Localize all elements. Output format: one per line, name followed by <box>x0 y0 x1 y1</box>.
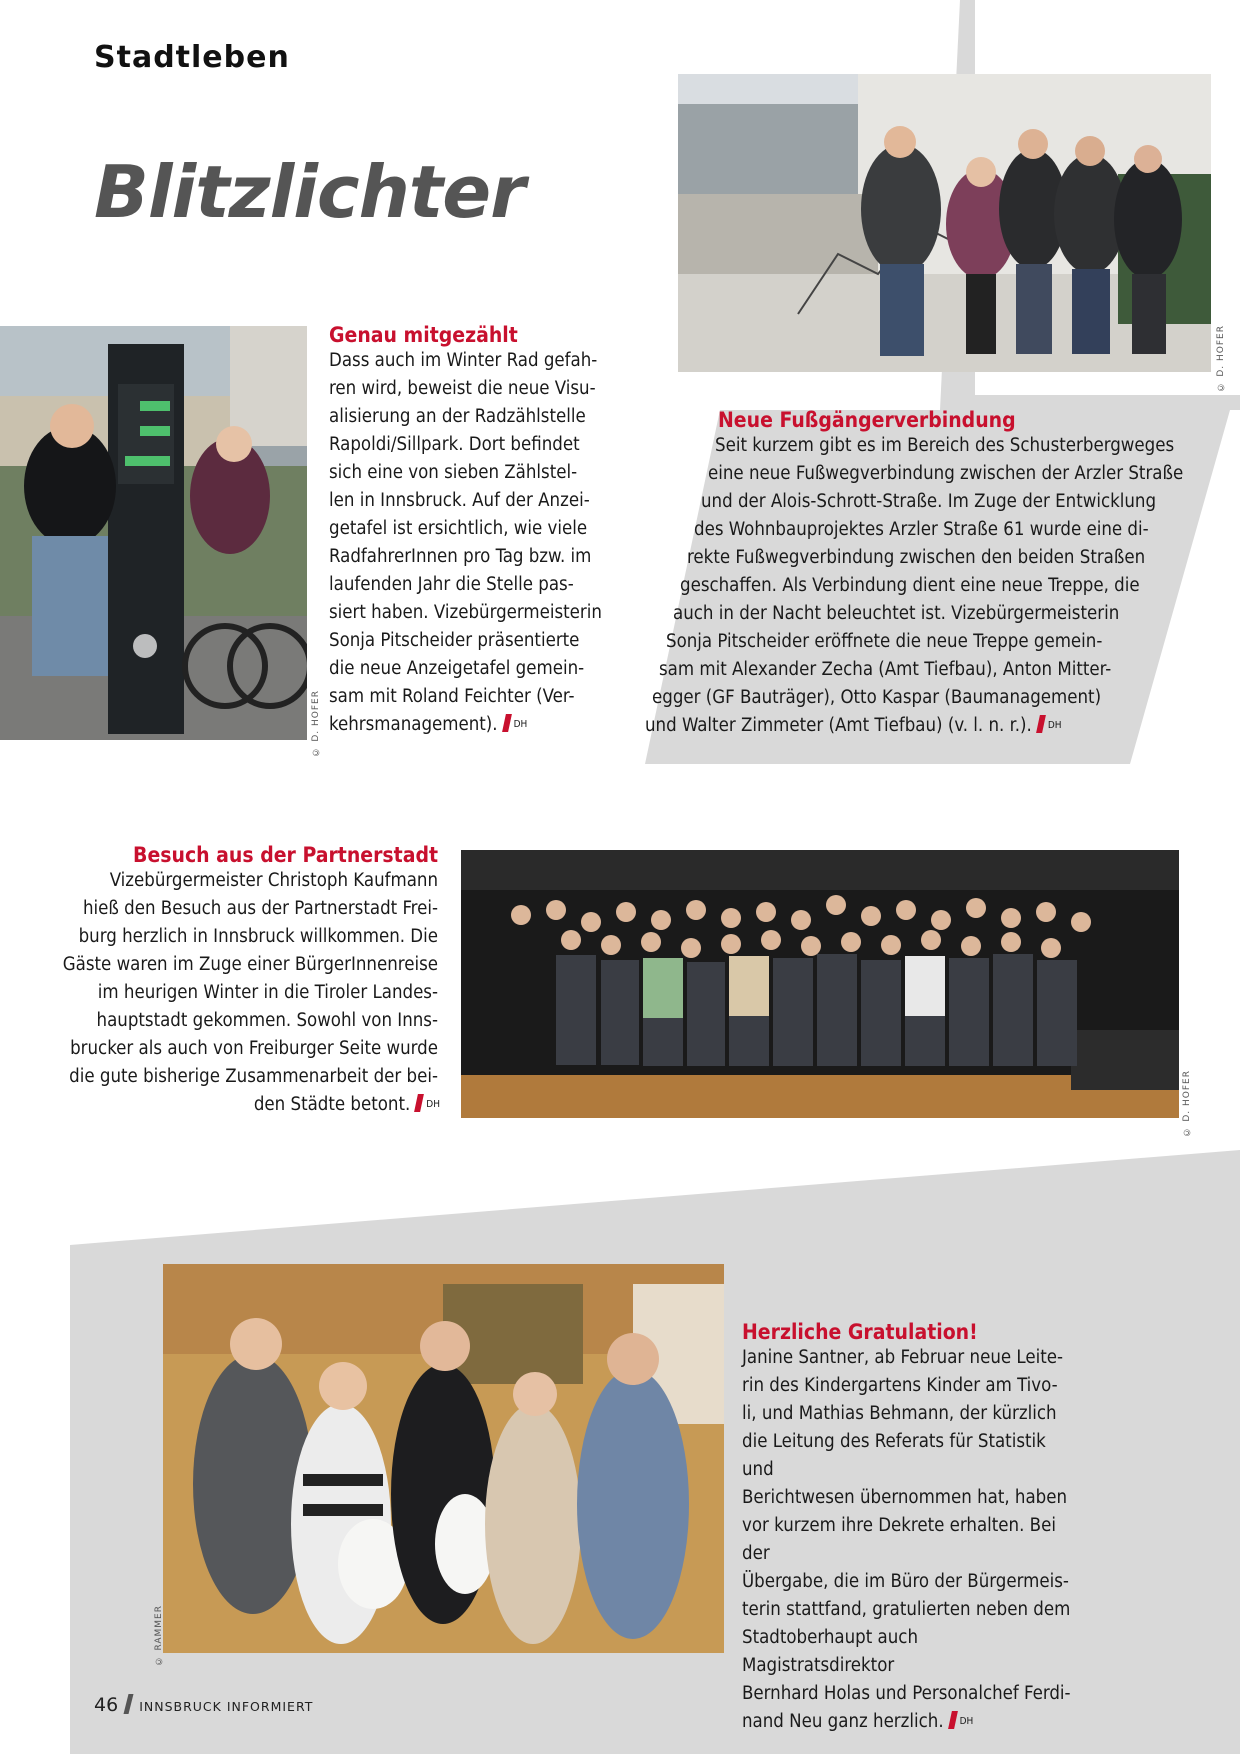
article-heading: Neue Fußgängerverbindung <box>718 408 1016 432</box>
author-initials: DH <box>513 719 528 730</box>
photo-credit: © RAMMER <box>154 1605 164 1666</box>
author-initials: DH <box>1047 720 1062 731</box>
author-mark-icon <box>502 714 512 732</box>
photo-fussgaengerverbindung <box>678 74 1211 372</box>
publication-name: INNSBRUCK INFORMIERT <box>139 1699 314 1714</box>
footer-slash-icon <box>124 1694 134 1714</box>
article-body: Dass auch im Winter Rad gefah- ren wird, beweist die neue Visu- alisierung an der Radzählstelle Rapoldi/Sillpark. Dort befindet sich eine von sieben Zählstel- len in Innsbruck. Auf der Anzei- getafel ist ersichtlich, wie viele RadfahrerInnen pro Tag bzw. im laufenden Jahr die Stelle pas- siert haben. Vizebürgermeisterin Sonja Pitscheider präsentierte die neue Anzeigetafel gemein- sam mit Roland Feichter (Ver- kehrsmanagement). $^{DH}$ <box>329 350 602 735</box>
article-genau-mitgezaehlt <box>329 323 619 739</box>
article-body: Vizebürgermeister Christoph Kaufmann hieß den Besuch aus der Partnerstadt Frei- burg herzlich in Innsbruck willkommen. Die Gäste waren im Zuge einer BürgerInnenreise im heurigen Winter in die Tiroler Landes- hauptstadt gekommen. Sowohl von Inns- brucker als auch von Freiburger Seite wurde die gute bisherige Zusammenarbeit der bei- den Städte betont. $^{DH}$ <box>62 870 440 1115</box>
page-footer <box>94 1694 313 1716</box>
photo-credit: © D. HOFER <box>1182 1070 1192 1137</box>
article-heading: Genau mitgezählt <box>329 323 518 347</box>
section-label: Stadtleben <box>94 40 290 75</box>
photo-radzaehlstelle <box>0 326 307 740</box>
article-herzliche-gratulation <box>742 1320 1072 1736</box>
author-initials: DH <box>426 1099 440 1110</box>
article-neue-fussgaengerverbindung <box>600 408 1190 740</box>
author-mark-icon <box>1036 715 1046 733</box>
author-initials: DH <box>959 1716 974 1727</box>
article-besuch-partnerstadt <box>40 843 440 1119</box>
article-body: Janine Santner, ab Februar neue Leite- rin des Kindergartens Kinder am Tivo- li, und Mathias Behmann, der kürzlich die Leitung des Referats für Statistik und Berichtwesen übernommen hat, haben vor kurzem ihre Dekrete erhalten. Bei der Übergabe, die im Büro der Bürgermeis- terin stattfand, gratulierten neben dem Stadtoberhaupt auch Magistratsdirektor Bernhard Holas und Personalchef Ferdi- nand Neu ganz herzlich. $^{DH}$ <box>742 1347 1071 1732</box>
page-title: Blitzlichter <box>94 150 525 234</box>
author-mark-icon <box>414 1094 424 1112</box>
photo-gratulation <box>163 1264 724 1653</box>
article-heading: Besuch aus der Partnerstadt <box>133 843 438 867</box>
photo-besuch-partnerstadt <box>461 850 1179 1118</box>
page-number: 46 <box>94 1694 119 1716</box>
article-heading: Herzliche Gratulation! <box>742 1320 978 1344</box>
article-body: Seit kurzem gibt es im Bereich des Schusterbergweges eine neue Fußwegverbindung zwischen der Arzler Straße und der Alois-Schrott-Straße. Im Zuge der Entwicklung des Wohnbauprojektes Arzler Straße 61 wurde eine di- rekte Fußwegverbindung zwischen den beiden Straßen geschaffen. Als Verbindung dient eine neue Treppe, die auch in der Nacht beleuchtet ist. Vizebürgermeisterin Sonja Pitscheider eröffnete die neue Treppe gemein- sam mit Alexander Zecha (Amt Tiefbau), Anton Mitter- egger (GF Bauträger), Otto Kaspar (Baumanagement) und Walter Zimmeter (Amt Tiefbau) (v. l. n. r.). $^{DH}$ <box>645 435 1184 736</box>
photo-credit: © D. HOFER <box>311 690 321 757</box>
photo-credit: © D. HOFER <box>1216 325 1226 392</box>
author-mark-icon <box>948 1711 958 1729</box>
